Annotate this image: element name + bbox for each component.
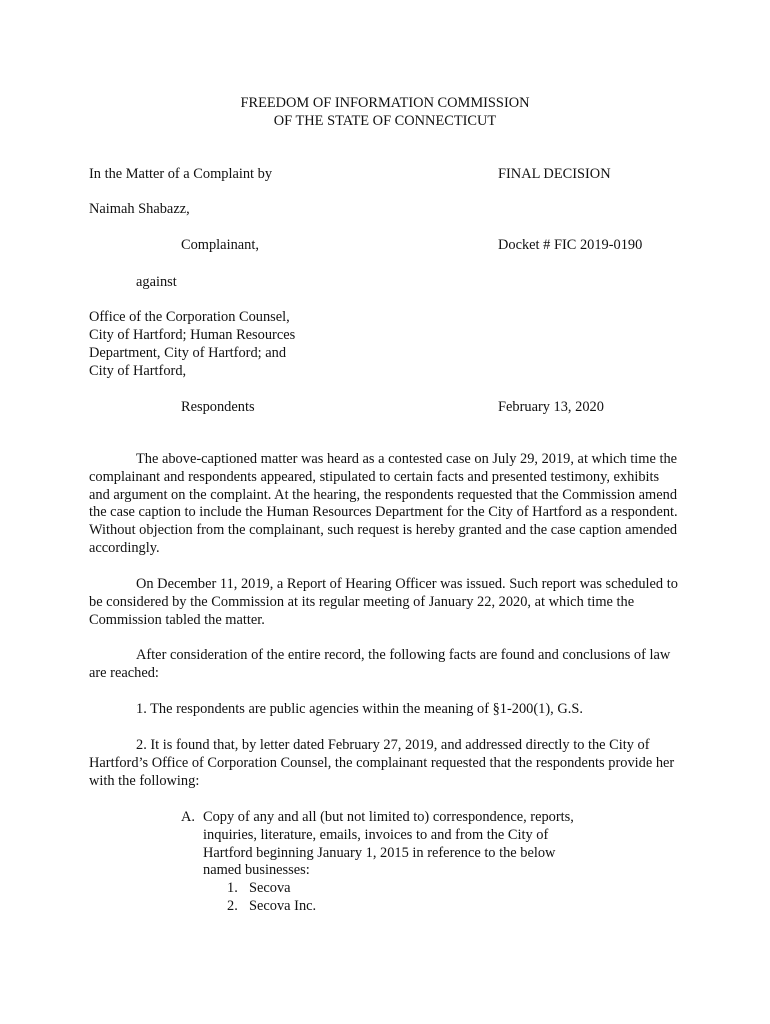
request-item-text: Copy of any and all (but not limited to) correspondence, reports, inquiries, literature, emails, invoices to and from the City of Hartford beginning January 1, 2015 in reference to the below named businesses: [203, 809, 574, 879]
complainant-name: Naimah Shabazz, [89, 201, 190, 217]
matter-label: In the Matter of a Complaint by [89, 166, 273, 182]
business-number: 2. [227, 897, 238, 914]
request-item-a [181, 809, 591, 880]
finding-2-text: 2. It is found that, by letter dated February 27, 2019, and addressed directly to the City of Hartford’s Office of Corporation Counsel, the complainant requested that the respondents provide her with the following: [89, 737, 675, 789]
decision-type: FINAL DECISION [498, 166, 611, 182]
decision-date: February 13, 2020 [498, 399, 604, 415]
request-item-letter: A. [181, 809, 195, 825]
against-label: against [136, 274, 177, 290]
business-name: Secova Inc. [249, 897, 317, 914]
respondents-role: Respondents [181, 399, 255, 415]
paragraph-report-text: On December 11, 2019, a Report of Hearing Officer was issued. Such report was scheduled to be considered by the Commission at its regular meeting of January 22, 2020, at which time the Commission tabled the matter. [89, 576, 678, 628]
paragraph-consideration [89, 647, 681, 683]
business-name: Secova [249, 880, 291, 897]
finding-2 [89, 737, 681, 790]
paragraph-report [89, 576, 681, 629]
request-list [181, 809, 591, 916]
business-number: 1. [227, 880, 238, 897]
paragraph-hearing [89, 451, 681, 558]
business-list-item [181, 898, 591, 916]
respondent-line: City of Hartford; Human Resources [89, 327, 296, 343]
business-list-item [181, 880, 591, 898]
paragraph-consideration-text: After consideration of the entire record, the following facts are found and conclusions of law are reached: [89, 647, 671, 681]
commission-name: FREEDOM OF INFORMATION COMMISSION [240, 95, 530, 111]
respondent-line: Office of the Corporation Counsel, [89, 309, 290, 325]
respondent-line: City of Hartford, [89, 363, 187, 379]
respondent-line: Department, City of Hartford; and [89, 345, 287, 361]
finding-1-text: 1. The respondents are public agencies within the meaning of §1-200(1), G.S. [136, 701, 583, 717]
finding-1 [89, 701, 681, 719]
complainant-role: Complainant, [181, 237, 259, 253]
commission-state: OF THE STATE OF CONNECTICUT [273, 113, 497, 129]
business-list [181, 880, 591, 916]
docket-number: Docket # FIC 2019-0190 [498, 237, 643, 253]
paragraph-hearing-text: The above-captioned matter was heard as a contested case on July 29, 2019, at which time the complainant and respondents appeared, stipulated to certain facts and presented testimony, exhibits and argument on the complaint. At the hearing, the respondents requested that the Commission amend the case caption to include the Human Resources Department for the City of Hartford as a respondent. Without objection from the complainant, such request is hereby granted and the case caption amended accordingly. [89, 451, 678, 556]
